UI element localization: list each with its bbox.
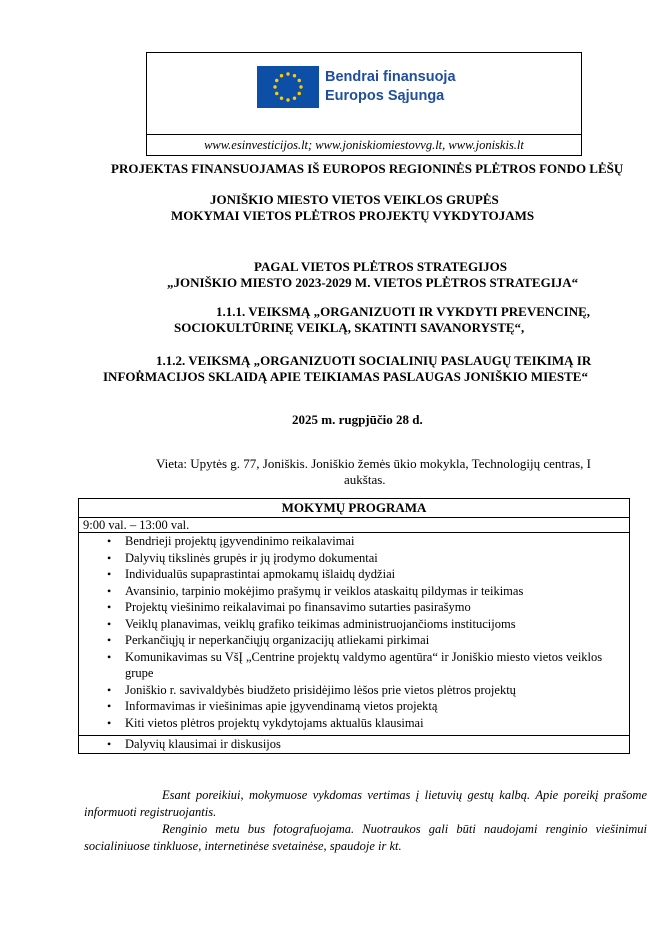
star-icon <box>293 97 296 100</box>
bullet-icon: • <box>107 737 112 751</box>
strategy-line1: PAGAL VIETOS PLĖTROS STRATEGIJOS <box>254 259 507 274</box>
list-item-text: Veiklų planavimas, veiklų grafiko teikimas administruojančioms institucijoms <box>125 616 516 631</box>
action2-line2: INFOṘMACIJOS SKLAIDĄ APIE TEIKIAMAS PASLAUGAS JONIŠKIO MIESTE“ <box>103 369 588 384</box>
list-item <box>79 715 629 732</box>
star-icon <box>275 79 278 82</box>
logo-text-line1: Bendrai finansuoja <box>325 69 456 85</box>
program-item-list <box>79 533 629 731</box>
note-sign-language: Esant poreikiui, mokymuose vykdomas vertimas į lietuvių gestų kalbą. Apie poreikį prašome informuoti registruojantis. <box>84 788 647 819</box>
star-icon <box>280 97 283 100</box>
list-item <box>79 649 629 682</box>
list-item-text: Perkančiųjų ir neperkančiųjų organizacijų atliekami pirkimai <box>125 633 430 647</box>
star-icon <box>298 92 301 95</box>
list-item-text: Komunikavimas su VšĮ „Centrine projektų valdymo agentūra“ ir Joniškio miesto vietos veiklos grupe <box>125 649 603 680</box>
list-item <box>79 550 629 567</box>
list-item-text: Individualūs supaprastintai apmokamų išlaidų dydžiai <box>125 567 396 581</box>
bullet-icon: • <box>107 600 112 614</box>
list-item-text: Joniškio r. savivaldybės biudžeto prisidėjimo lėšos prie vietos plėtros projektų <box>125 682 516 697</box>
list-item <box>79 583 629 600</box>
list-item <box>79 599 629 616</box>
star-icon <box>280 74 283 77</box>
list-item-text: Kiti vietos plėtros projektų vykdytojams aktualūs klausimai <box>125 715 424 730</box>
program-last-row <box>79 735 629 753</box>
bullet-icon: • <box>107 583 112 598</box>
list-item <box>79 682 629 699</box>
list-item <box>79 616 629 633</box>
list-item-text: Projektų viešinimo reikalavimai po finansavimo sutarties pasirašymo <box>125 600 471 614</box>
website-links: www.esinvesticijos.lt; www.joniskiomiestovvg.lt, www.joniskis.lt <box>204 138 524 152</box>
list-item <box>79 533 629 550</box>
bullet-icon: • <box>107 633 112 647</box>
star-icon <box>286 98 289 101</box>
list-item <box>79 735 629 753</box>
event-date: 2025 m. rugpjūčio 28 d. <box>292 412 423 427</box>
bullet-icon: • <box>107 616 112 631</box>
bullet-icon: • <box>107 550 112 565</box>
logo-row <box>147 53 581 135</box>
venue-line1: Vieta: Upytės g. 77, Joniškis. Joniškio žemės ūkio mokykla, Technologijų centras, I <box>156 456 591 471</box>
bullet-icon: • <box>107 682 112 697</box>
eu-flag-icon <box>257 66 319 108</box>
list-item-text: Dalyvių klausimai ir diskusijos <box>125 737 281 751</box>
bullet-icon: • <box>107 534 112 548</box>
action1-line1: 1.1.1. VEIKSMĄ „ORGANIZUOTI IR VYKDYTI PREVENCINĘ, <box>216 304 591 319</box>
title-line1: JONIŠKIO MIESTO VIETOS VEIKLOS GRUPĖS <box>210 192 499 207</box>
title-line2: MOKYMAI VIETOS PLĖTROS PROJEKTŲ VYKDYTOJAMS <box>171 208 535 223</box>
list-item <box>79 698 629 715</box>
bullet-icon: • <box>107 649 112 664</box>
list-item-text: Informavimas ir viešinimas apie įgyvendinamą vietos projektą <box>125 699 438 713</box>
bullet-icon: • <box>107 715 112 730</box>
strategy-line2: „JONIŠKIO MIESTO 2023-2029 M. VIETOS PLĖTROS STRATEGIJA“ <box>167 275 579 290</box>
star-icon <box>298 79 301 82</box>
star-icon <box>299 85 302 88</box>
program-time: 9:00 val. – 13:00 val. <box>79 517 629 533</box>
program-items <box>79 533 629 736</box>
logo-text-line2: Europos Sąjunga <box>325 88 445 104</box>
star-icon <box>273 85 276 88</box>
star-icon <box>286 72 289 75</box>
bullet-icon: • <box>107 567 112 581</box>
notes <box>84 787 647 855</box>
list-item-text: Dalyvių tikslinės grupės ir jų įrodymo dokumentai <box>125 550 378 565</box>
action1-line2: SOCIOKULTŪRINĘ VEIKLĄ, SKATINTI SAVANORYSTĘ“, <box>174 320 525 335</box>
eu-logo-text <box>325 68 456 106</box>
funding-line: PROJEKTAS FINANSUOJAMAS IŠ EUROPOS REGIONINĖS PLĖTROS FONDO LĖŠŲ <box>111 161 624 176</box>
program-heading: MOKYMŲ PROGRAMA <box>79 499 629 518</box>
list-item-text: Avansinio, tarpinio mokėjimo prašymų ir veiklos ataskaitų pildymas ir teikimas <box>125 583 524 598</box>
header-box <box>146 52 582 156</box>
venue <box>156 456 636 488</box>
list-item <box>79 632 629 649</box>
note-photography: Renginio metu bus fotografuojama. Nuotraukos gali būti naudojami renginio viešinimui socialiniuose tinkluose, internetinėse svetainėse, spaudoje ir kt. <box>84 822 647 853</box>
action2-line1: 1.1.2. VEIKSMĄ „ORGANIZUOTI SOCIALINIŲ PASLAUGŲ TEIKIMĄ IR <box>156 353 592 368</box>
bullet-icon: • <box>107 699 112 713</box>
star-icon <box>275 92 278 95</box>
star-icon <box>293 74 296 77</box>
list-item <box>79 566 629 583</box>
venue-line2: aukštas. <box>344 472 386 487</box>
program-table <box>78 498 630 754</box>
list-item-text: Bendrieji projektų įgyvendinimo reikalavimai <box>125 534 355 548</box>
